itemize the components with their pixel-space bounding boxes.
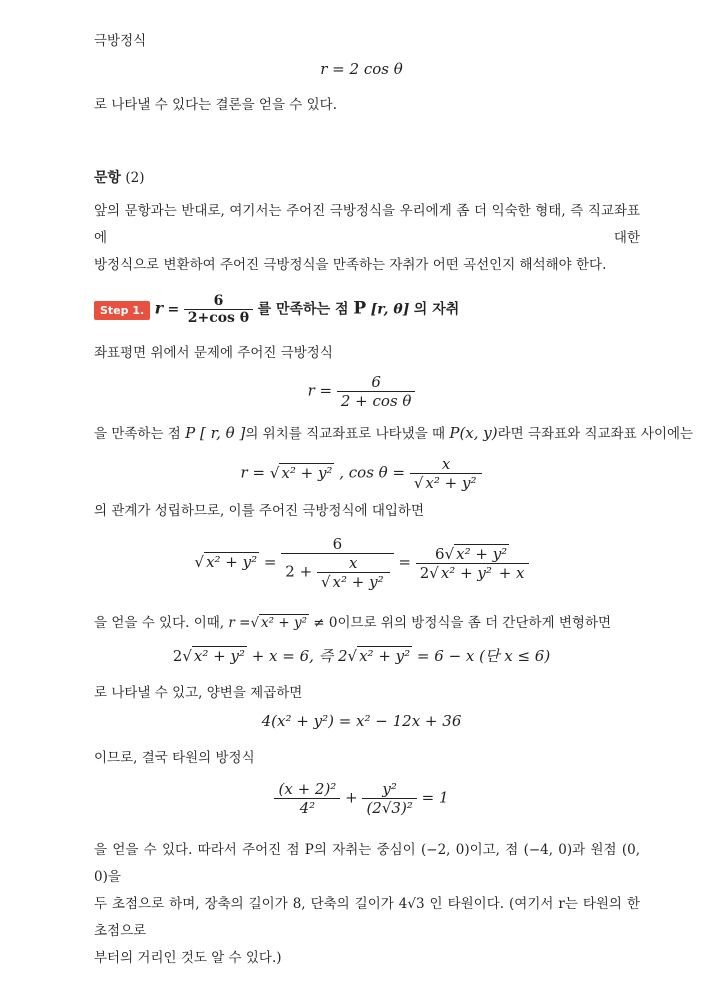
conclusion-paragraph bbox=[94, 837, 640, 972]
sqrt-expression: √ x² + y² bbox=[182, 647, 245, 665]
fraction-numerator: (x + 2)² bbox=[274, 780, 340, 799]
radicand: x² + y² bbox=[193, 647, 245, 665]
section-heading-label: 문항 bbox=[94, 170, 122, 186]
step-text: 로 나타낼 수 있고, 양변을 제곱하면 bbox=[94, 685, 303, 701]
denominator-text: + x bbox=[498, 563, 525, 582]
radicand: x² + y² bbox=[281, 463, 333, 482]
inline-inequality: ≠ 0 bbox=[309, 615, 338, 631]
equation-text: 2 bbox=[172, 647, 183, 665]
step-text bbox=[94, 420, 693, 448]
numerator-coefficient: 6 bbox=[435, 544, 445, 563]
radicand: x² + y² bbox=[332, 573, 384, 591]
fraction-denominator: (2√3)² bbox=[366, 799, 413, 817]
conclusion-line: 부터의 거리인 것도 알 수 있다.) bbox=[94, 950, 282, 966]
section-paragraph-line: 방정식으로 변환하여 주어진 극방정식을 만족하는 자취가 어떤 곡선인지 해석해야 한다. bbox=[94, 257, 607, 273]
equation-rhs: = 1 bbox=[421, 788, 449, 807]
equals-sign: = bbox=[263, 553, 277, 571]
fraction-numerator: 6 bbox=[281, 535, 393, 554]
radicand: x² + y² bbox=[206, 553, 258, 571]
fraction-denominator: 2√ x² + y² + x bbox=[419, 563, 525, 582]
intro-text: 극방정식 bbox=[94, 33, 147, 49]
conclusion-line: 두 초점으로 하며, 장축의 길이가 8, 단축의 길이가 4√3 인 타원이다. (여기서 r는 타원의 한 초점으로 bbox=[94, 896, 640, 939]
equation-lhs: r = bbox=[240, 463, 266, 482]
fraction-denominator: √ x² + y² bbox=[320, 573, 384, 591]
text-segment: 을 얻을 수 있다. 이때, bbox=[94, 615, 229, 631]
equation-text: = 6 − x (단 x ≤ 6) bbox=[412, 647, 551, 665]
step-title-text: 를 만족하는 점 bbox=[257, 301, 354, 318]
fraction-numerator: x bbox=[317, 554, 390, 573]
conclusion-line: 을 얻을 수 있다. 따라서 주어진 점 P의 자취는 중심이 (−2, 0)이고, 점 (−4, 0)과 원점 (0, 0)을 bbox=[94, 842, 640, 885]
radicand: x² + y² bbox=[261, 615, 308, 631]
fraction-denominator bbox=[281, 554, 393, 591]
section-heading-number: (2) bbox=[125, 170, 145, 186]
conclusion-text: 로 나타낼 수 있다는 결론을 얻을 수 있다. bbox=[94, 97, 337, 113]
equation-polar: r = 2 cos θ bbox=[320, 60, 403, 78]
equation-lhs: r = bbox=[307, 381, 333, 400]
sqrt-expression: √ x² + y² bbox=[269, 463, 333, 482]
radicand: x² + y² bbox=[440, 563, 492, 582]
denominator-coefficient: 2 bbox=[419, 563, 430, 582]
fraction-denominator: 2 + cos θ bbox=[340, 392, 412, 410]
equation-fraction bbox=[281, 535, 393, 591]
denominator-text: 2 + bbox=[285, 562, 313, 581]
fraction-denominator: 2+cos θ bbox=[187, 310, 250, 326]
step-text: 이므로, 결국 타원의 방정식 bbox=[94, 750, 255, 766]
sqrt-expression: √ x² + y² bbox=[250, 615, 308, 631]
equation-simplified bbox=[0, 645, 723, 666]
equation-given bbox=[0, 373, 723, 410]
equation-squared: 4(x² + y²) = x² − 12x + 36 bbox=[261, 712, 462, 730]
radicand: x² + y² bbox=[456, 544, 508, 563]
step-title-coords: [r, θ] bbox=[370, 301, 410, 318]
radicand: x² + y² bbox=[359, 647, 411, 665]
equation-substitution bbox=[0, 535, 723, 591]
sqrt-expression: √ x² + y² bbox=[194, 553, 258, 571]
plus-sign: + bbox=[345, 788, 358, 807]
radicand: x² + y² bbox=[425, 474, 477, 492]
sqrt-expression: √ x² + y² bbox=[347, 647, 411, 665]
equation-text: + x = 6, 즉 2 bbox=[246, 647, 348, 665]
section-heading bbox=[94, 165, 144, 192]
fraction-numerator: 6 bbox=[337, 373, 416, 392]
equation-fraction bbox=[274, 780, 340, 817]
text-segment: 라면 극좌표와 직교좌표 사이에는 bbox=[497, 426, 694, 442]
step-badge: Step 1. bbox=[94, 301, 150, 320]
fraction-denominator: 4² bbox=[299, 799, 316, 817]
text-segment: 이므로 위의 방정식을 좀 더 간단하게 변형하면 bbox=[337, 615, 612, 631]
step-title-r: r bbox=[154, 298, 164, 318]
fraction-numerator: 6 bbox=[184, 293, 253, 310]
fraction-numerator: y² bbox=[362, 780, 416, 799]
step-title-fraction bbox=[184, 293, 253, 326]
fraction-numerator: x bbox=[410, 455, 483, 474]
text-segment: 의 위치를 직교좌표로 나타냈을 때 bbox=[245, 426, 450, 442]
equation-relations bbox=[0, 455, 723, 492]
inline-equation: r = bbox=[228, 615, 251, 631]
step-text: 좌표평면 위에서 문제에 주어진 극방정식 bbox=[94, 345, 333, 361]
step-text bbox=[94, 610, 611, 637]
equals-sign: = bbox=[398, 553, 411, 571]
fraction-denominator: √ x² + y² bbox=[413, 474, 477, 492]
step-title bbox=[94, 293, 459, 326]
step-title-text-end: 의 자취 bbox=[413, 301, 460, 318]
point-polar: P [ r, θ ] bbox=[185, 424, 246, 442]
equation-fraction bbox=[416, 545, 529, 582]
section-paragraph-line: 앞의 문항과는 반대로, 여기서는 주어진 극방정식을 우리에게 좀 더 익숙한 형태, 즉 직교좌표에 대한 bbox=[94, 203, 640, 246]
equation-ellipse bbox=[0, 780, 723, 817]
fraction-numerator: 6√ x² + y² bbox=[416, 545, 529, 564]
point-cartesian: P(x, y) bbox=[449, 424, 498, 442]
text-segment: 을 만족하는 점 bbox=[94, 426, 186, 442]
equation-fraction bbox=[362, 780, 416, 817]
equation-fraction bbox=[337, 373, 416, 410]
nested-fraction bbox=[317, 554, 390, 591]
step-title-equals: = bbox=[167, 301, 180, 318]
equation-text: , cos θ = bbox=[339, 463, 406, 482]
section-paragraph bbox=[94, 198, 640, 279]
step-title-point: P bbox=[353, 298, 367, 319]
step-text: 의 관계가 성립하므로, 이를 주어진 극방정식에 대입하면 bbox=[94, 503, 424, 519]
equation-fraction bbox=[410, 455, 483, 492]
